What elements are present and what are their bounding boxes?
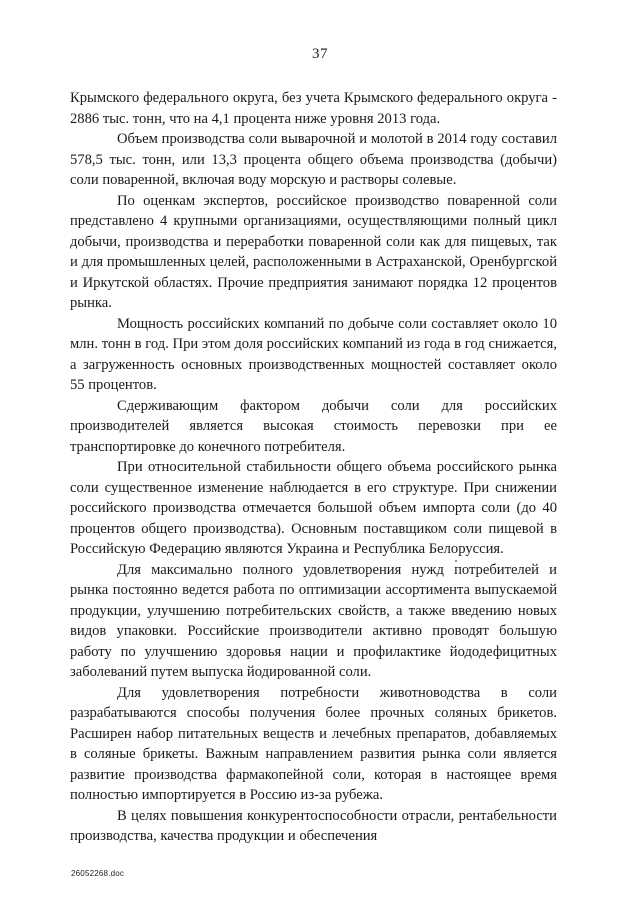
paragraph-constraining-factor: Сдерживающим фактором добычи соли для российских производителей является высокая стоимость перевозки при ее транспортировке до конечного потребителя. (70, 397, 557, 455)
paragraph-livestock: Для удовлетворения потребности животноводства в соли разрабатываются способы получения более прочных соляных брикетов. Расширен набор питательных веществ и лечебных препаратов, добавляемых в соляные брикеты. Важным направлением развития рынка соли является развитие производства фармакопейной соли, которая в настоящее время полностью импортируется в Россию из-за рубежа. (70, 684, 557, 803)
paragraph-continuation: Крымского федерального округа, без учета Крымского федерального округа - 2886 тыс. тонн, что на 4,1 процента ниже уровня 2013 года. (70, 90, 557, 127)
paragraph-market-structure: При относительной стабильности общего объема российского рынка соли существенное изменение наблюдается в его структуре. При снижении российского производства отмечается большой объем импорта соли (до 40 процентов общего производства). Основным поставщиком соли пищевой в Российскую Федерацию являются Украина и Республика Белоруссия. (70, 459, 557, 557)
paragraph-expert-estimates: По оценкам экспертов, российское производство поваренной соли представлено 4 крупными организациями, осуществляющими полный цикл добычи, производства и переработки поваренной соли как для пищевых, так и для промышленных целей, расположенными в Астраханской, Оренбургской и Иркутской областях. Прочие предприятия занимают порядка 12 процентов рынка. (70, 192, 557, 311)
document-body (70, 88, 557, 847)
scan-speck (455, 560, 457, 562)
paragraph-salt-production-volume: Объем производства соли выварочной и молотой в 2014 году составил 578,5 тыс. тонн, или 13,3 процента общего объема производства (добычи) соли поваренной, включая воду морскую и растворы солевые. (70, 131, 557, 188)
paragraph-assortment: Для максимально полного удовлетворения нужд потребителей и рынка постоянно ведется работа по оптимизации ассортимента выпускаемой продукции, улучшению потребительских свойств, а также введению новых видов упаковки. Российские производители активно проводят большую работу по улучшению здоровья нации и профилактике йододефицитных заболеваний путем выпуска йодированной соли. (70, 561, 557, 680)
page-number: 37 (312, 46, 328, 62)
paragraph-competitiveness: В целях повышения конкурентоспособности отрасли, рентабельности производства, качества продукции и обеспечения (70, 807, 557, 844)
footer-doc-filename: 26052268.doc (71, 869, 125, 878)
paragraph-capacity: Мощность российских компаний по добыче соли составляет около 10 млн. тонн в год. При этом доля российских компаний из года в год снижается, а загруженность основных производственных мощностей составляет около 55 процентов. (70, 315, 557, 393)
